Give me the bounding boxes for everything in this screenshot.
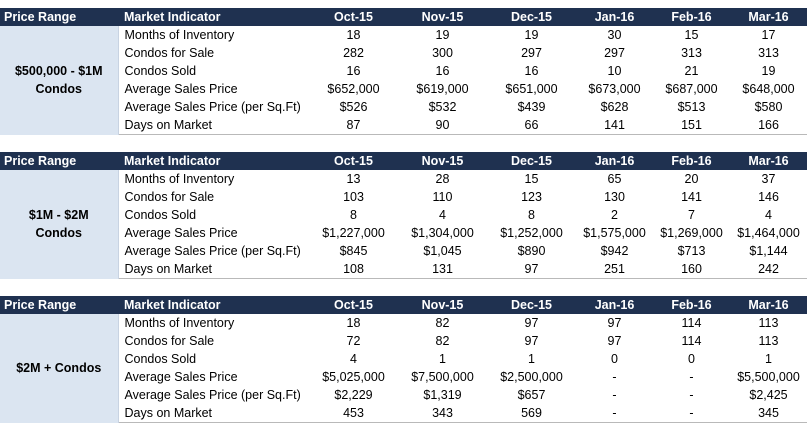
value-cell: $1,304,000: [411, 226, 474, 240]
header-oct-15: Oct-15: [309, 152, 398, 170]
value-cell: 300: [432, 46, 453, 60]
table-row: [0, 170, 807, 188]
value-cell: 28: [435, 172, 450, 186]
value-cell: $1,144: [749, 244, 788, 258]
value-cell: 19: [524, 28, 539, 42]
header-nov-15: Nov-15: [398, 152, 487, 170]
table-row: [0, 62, 807, 80]
value-cell: $1,575,000: [583, 226, 646, 240]
value-cell: $687,000: [665, 82, 718, 96]
value-cell: 114: [681, 334, 702, 348]
table-row: [0, 188, 807, 206]
indicator-label: Average Sales Price: [124, 370, 238, 384]
indicator-label: Months of Inventory: [124, 28, 235, 42]
value-cell: 1: [528, 352, 535, 366]
indicator-label: Days on Market: [118, 404, 309, 423]
value-cell: 30: [607, 28, 622, 42]
value-cell: $890: [517, 244, 546, 258]
value-cell: $1,227,000: [322, 226, 385, 240]
header-feb-16: Feb-16: [653, 152, 730, 170]
value-cell: 90: [398, 116, 487, 135]
value-cell: $7,500,000: [411, 370, 474, 384]
value-cell: 453: [309, 404, 398, 423]
value-cell: -: [612, 388, 617, 402]
value-cell: 65: [607, 172, 622, 186]
header-mar-16: Mar-16: [730, 8, 807, 26]
header-dec-15: Dec-15: [487, 8, 576, 26]
value-cell: $1,045: [423, 244, 462, 258]
value-cell: 569: [487, 404, 576, 423]
value-cell: 72: [346, 334, 361, 348]
value-cell: 114: [681, 316, 702, 330]
value-cell: 4: [439, 208, 446, 222]
value-cell: $1,464,000: [737, 226, 800, 240]
header-mar-16: Mar-16: [730, 152, 807, 170]
value-cell: 313: [681, 46, 702, 60]
header-row: [0, 8, 807, 26]
table-row: [0, 350, 807, 368]
indicator-label: Average Sales Price (per Sq.Ft): [124, 100, 301, 114]
value-cell: 87: [309, 116, 398, 135]
market-table-500k-1m: [0, 8, 807, 135]
value-cell: 20: [684, 172, 699, 186]
value-cell: 110: [432, 190, 453, 204]
value-cell: 1: [439, 352, 446, 366]
value-cell: 113: [758, 316, 779, 330]
value-cell: 146: [758, 190, 779, 204]
header-dec-15: Dec-15: [487, 152, 576, 170]
value-cell: $5,500,000: [737, 370, 800, 384]
value-cell: 160: [653, 260, 730, 279]
price-range-label: $500,000 - $1M Condos: [14, 64, 103, 97]
header-nov-15: Nov-15: [398, 8, 487, 26]
value-cell: 66: [487, 116, 576, 135]
value-cell: $657: [517, 388, 546, 402]
value-cell: $651,000: [505, 82, 558, 96]
market-table-1m-2m: [0, 152, 807, 279]
value-cell: 113: [758, 334, 779, 348]
indicator-label: Months of Inventory: [124, 316, 235, 330]
value-cell: 82: [435, 316, 450, 330]
indicator-label: Days on Market: [118, 116, 309, 135]
header-row: [0, 296, 807, 314]
value-cell: $2,229: [334, 388, 373, 402]
table-row: [0, 368, 807, 386]
value-cell: $648,000: [742, 82, 795, 96]
value-cell: $580: [754, 100, 783, 114]
value-cell: 242: [730, 260, 807, 279]
value-cell: 97: [524, 334, 539, 348]
value-cell: $2,500,000: [500, 370, 563, 384]
value-cell: $1,269,000: [660, 226, 723, 240]
value-cell: $526: [339, 100, 368, 114]
table-row: [0, 26, 807, 44]
indicator-label: Average Sales Price (per Sq.Ft): [124, 244, 301, 258]
price-range-label: $1M - $2M Condos: [28, 208, 89, 241]
value-cell: 130: [604, 190, 625, 204]
table-row: [0, 260, 807, 279]
indicator-label: Average Sales Price: [124, 226, 238, 240]
value-cell: 4: [765, 208, 772, 222]
value-cell: 151: [653, 116, 730, 135]
header-feb-16: Feb-16: [653, 8, 730, 26]
price-range-cell: [0, 314, 118, 423]
value-cell: -: [612, 370, 617, 384]
value-cell: $513: [677, 100, 706, 114]
indicator-label: Condos for Sale: [124, 334, 215, 348]
header-market-indicator: Market Indicator: [118, 8, 309, 26]
value-cell: 13: [346, 172, 361, 186]
indicator-label: Condos Sold: [124, 64, 197, 78]
value-cell: -: [689, 388, 694, 402]
value-cell: 19: [761, 64, 776, 78]
value-cell: 141: [681, 190, 702, 204]
value-cell: 10: [607, 64, 622, 78]
header-jan-16: Jan-16: [576, 8, 653, 26]
value-cell: 123: [521, 190, 542, 204]
value-cell: 97: [524, 316, 539, 330]
indicator-label: Condos for Sale: [124, 190, 215, 204]
header-dec-15: Dec-15: [487, 296, 576, 314]
value-cell: 313: [758, 46, 779, 60]
indicator-label: Days on Market: [118, 260, 309, 279]
value-cell: $439: [517, 100, 546, 114]
table-row: [0, 314, 807, 332]
value-cell: -: [576, 404, 653, 423]
value-cell: 37: [761, 172, 776, 186]
header-price-range: Price Range: [0, 152, 118, 170]
value-cell: $532: [428, 100, 457, 114]
header-feb-16: Feb-16: [653, 296, 730, 314]
table-row: [0, 98, 807, 116]
value-cell: 4: [350, 352, 357, 366]
header-market-indicator: Market Indicator: [118, 296, 309, 314]
value-cell: 141: [576, 116, 653, 135]
value-cell: 0: [611, 352, 618, 366]
value-cell: $845: [339, 244, 368, 258]
value-cell: 16: [435, 64, 450, 78]
value-cell: $2,425: [749, 388, 788, 402]
table-row: [0, 224, 807, 242]
table-row: [0, 80, 807, 98]
value-cell: 15: [524, 172, 539, 186]
value-cell: $652,000: [327, 82, 380, 96]
header-jan-16: Jan-16: [576, 296, 653, 314]
header-price-range: Price Range: [0, 296, 118, 314]
value-cell: 103: [343, 190, 364, 204]
table-row: [0, 332, 807, 350]
value-cell: 16: [346, 64, 361, 78]
header-oct-15: Oct-15: [309, 8, 398, 26]
indicator-label: Months of Inventory: [124, 172, 235, 186]
value-cell: 343: [398, 404, 487, 423]
value-cell: $619,000: [416, 82, 469, 96]
value-cell: 0: [688, 352, 695, 366]
header-row: [0, 152, 807, 170]
value-cell: 17: [761, 28, 776, 42]
value-cell: $1,252,000: [500, 226, 563, 240]
table-row: [0, 206, 807, 224]
header-price-range: Price Range: [0, 8, 118, 26]
value-cell: $628: [600, 100, 629, 114]
indicator-label: Condos for Sale: [124, 46, 215, 60]
table-row: [0, 386, 807, 404]
price-range-cell: [0, 170, 118, 279]
value-cell: -: [689, 370, 694, 384]
header-mar-16: Mar-16: [730, 296, 807, 314]
header-jan-16: Jan-16: [576, 152, 653, 170]
value-cell: $1,319: [423, 388, 462, 402]
value-cell: 97: [607, 316, 622, 330]
indicator-label: Condos Sold: [124, 208, 197, 222]
price-range-cell: [0, 26, 118, 135]
value-cell: 82: [435, 334, 450, 348]
table-row: [0, 404, 807, 423]
value-cell: 97: [487, 260, 576, 279]
value-cell: 251: [576, 260, 653, 279]
value-cell: 8: [350, 208, 357, 222]
value-cell: 97: [607, 334, 622, 348]
value-cell: 2: [611, 208, 618, 222]
value-cell: 1: [765, 352, 772, 366]
value-cell: -: [653, 404, 730, 423]
value-cell: 166: [730, 116, 807, 135]
header-nov-15: Nov-15: [398, 296, 487, 314]
value-cell: 8: [528, 208, 535, 222]
value-cell: 16: [524, 64, 539, 78]
value-cell: 15: [684, 28, 699, 42]
value-cell: $942: [600, 244, 629, 258]
value-cell: 108: [309, 260, 398, 279]
market-table-2m-plus: [0, 296, 807, 423]
price-range-label: $2M + Condos: [16, 361, 102, 376]
value-cell: 345: [730, 404, 807, 423]
value-cell: 7: [688, 208, 695, 222]
header-oct-15: Oct-15: [309, 296, 398, 314]
indicator-label: Condos Sold: [124, 352, 197, 366]
header-market-indicator: Market Indicator: [118, 152, 309, 170]
table-row: [0, 116, 807, 135]
value-cell: 21: [684, 64, 699, 78]
value-cell: 297: [521, 46, 542, 60]
indicator-label: Average Sales Price (per Sq.Ft): [124, 388, 301, 402]
value-cell: 297: [604, 46, 625, 60]
value-cell: 282: [343, 46, 364, 60]
value-cell: 131: [398, 260, 487, 279]
table-row: [0, 44, 807, 62]
value-cell: 18: [346, 316, 361, 330]
value-cell: $673,000: [588, 82, 641, 96]
value-cell: $713: [677, 244, 706, 258]
table-row: [0, 242, 807, 260]
value-cell: 19: [435, 28, 450, 42]
indicator-label: Average Sales Price: [124, 82, 238, 96]
value-cell: $5,025,000: [322, 370, 385, 384]
value-cell: 18: [346, 28, 361, 42]
